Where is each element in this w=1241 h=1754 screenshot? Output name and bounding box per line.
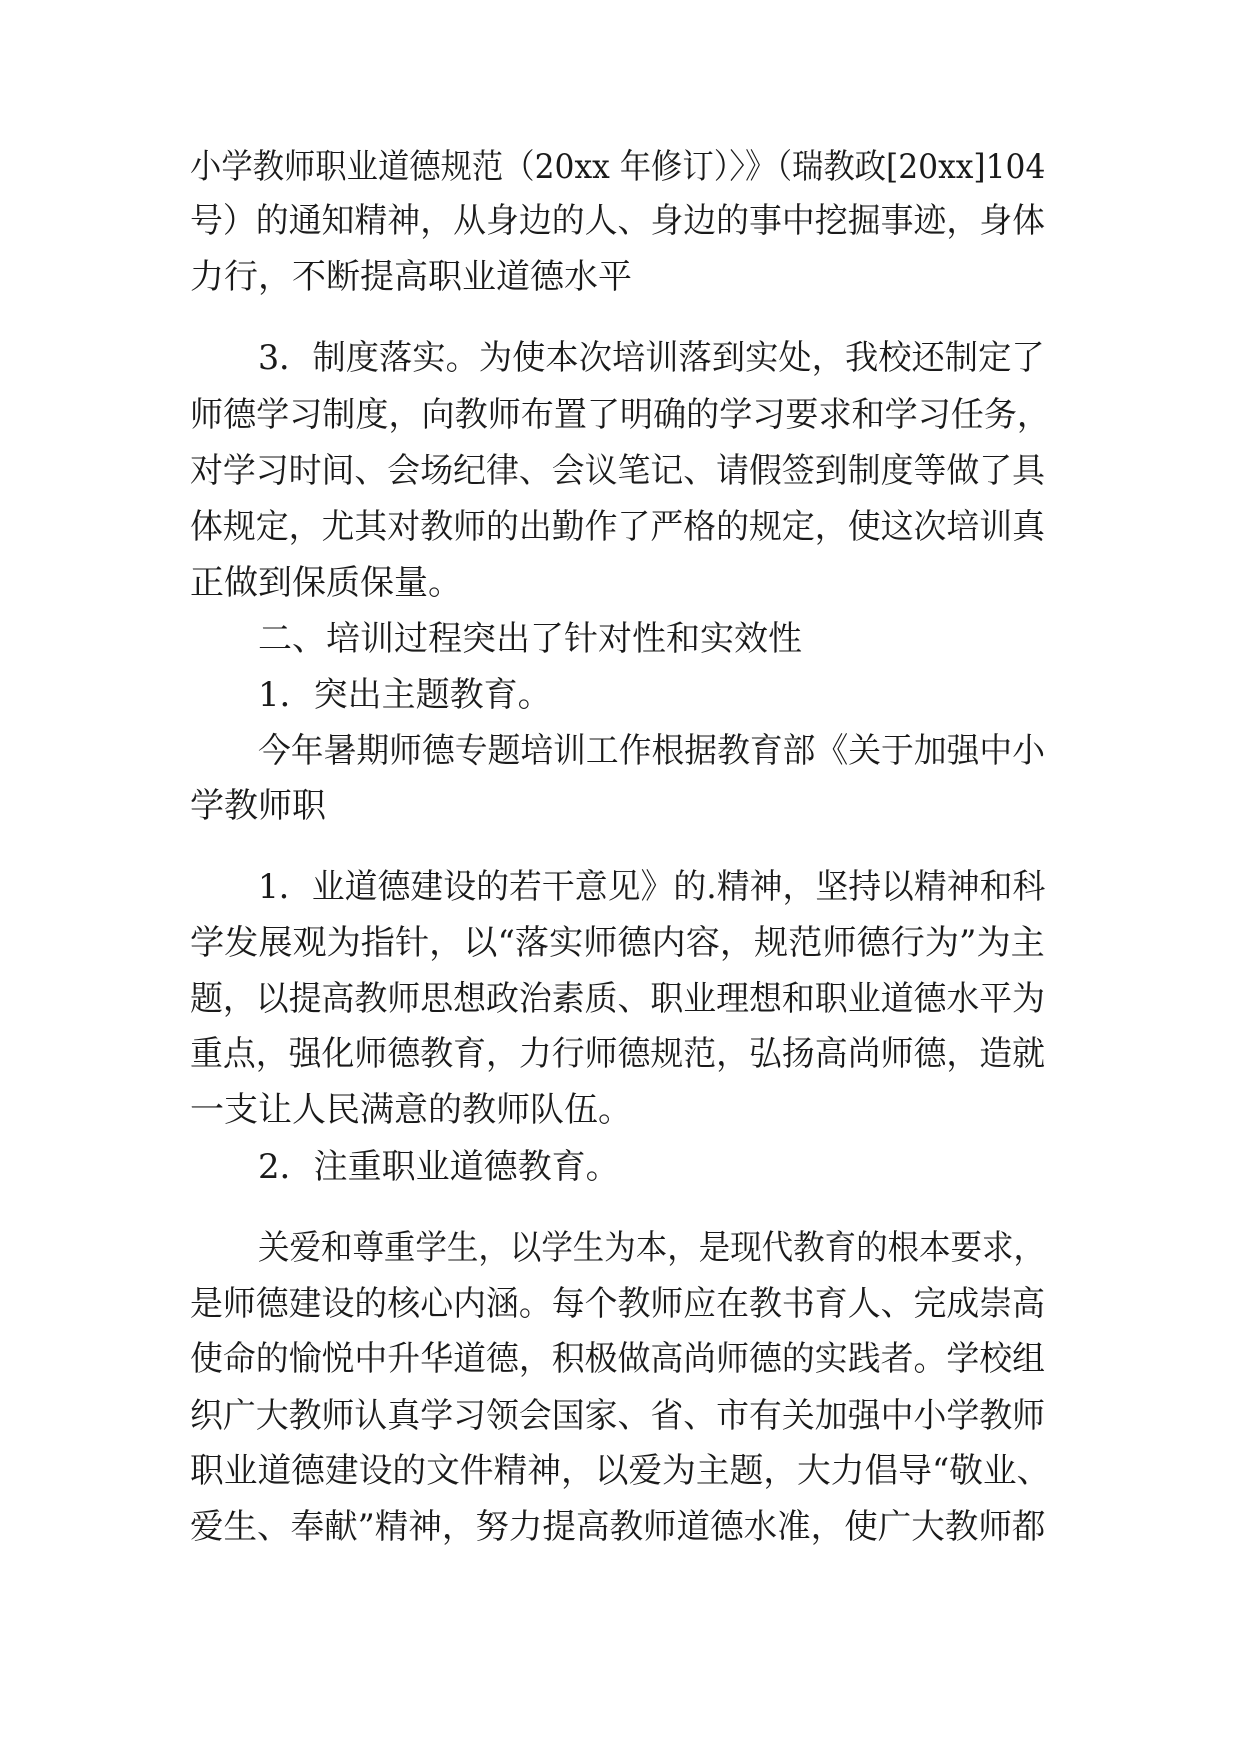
text-line-16: 重点，强化师德教育，力行师德规范，弘扬高尚师德，造就 (190, 1034, 1045, 1074)
text-line-18: 2．注重职业道德教育。 (258, 1147, 620, 1187)
text-line-21: 使命的愉悦中升华道德，积极做高尚师德的实践者。学校组 (190, 1339, 1045, 1379)
text-line-5: 师德学习制度，向教师布置了明确的学习要求和学习任务， (190, 395, 1050, 435)
text-line-24: 爱生、奉献”精神，努力提高教师道德水准，使广大教师都 (190, 1507, 1046, 1547)
text-line-13: 1．业道德建设的若干意见》的.精神，坚持以精神和科 (258, 867, 1046, 907)
section-heading: 二、培训过程突出了针对性和实效性 (258, 619, 802, 659)
text-line-14: 学发展观为指针，以“落实师德内容，规范师德行为”为主 (190, 923, 1045, 963)
text-line-1: 小学教师职业道德规范（20xx 年修订）〉》（瑞教政[20xx]104 (190, 147, 1046, 187)
text-line-10: 1．突出主题教育。 (258, 675, 552, 715)
text-line-15: 题，以提高教师思想政治素质、职业理想和职业道德水平为 (190, 979, 1045, 1019)
text-line-7: 体规定，尤其对教师的出勤作了严格的规定，使这次培训真 (190, 507, 1045, 547)
text-line-2: 号）的通知精神，从身边的人、身边的事中挖掘事迹，身体 (190, 201, 1045, 241)
text-line-19: 关爱和尊重学生，以学生为本，是现代教育的根本要求， (258, 1228, 1045, 1268)
text-line-20: 是师德建设的核心内涵。每个教师应在教书育人、完成崇高 (190, 1284, 1045, 1324)
text-line-22: 织广大教师认真学习领会国家、省、市有关加强中小学教师 (190, 1396, 1045, 1436)
text-line-23: 职业道德建设的文件精神，以爱为主题，大力倡导“敬业、 (190, 1451, 1051, 1491)
text-line-11: 今年暑期师德专题培训工作根据教育部《关于加强中小 (258, 731, 1045, 771)
text-line-17: 一支让人民满意的教师队伍。 (190, 1090, 632, 1130)
text-line-6: 对学习时间、会场纪律、会议笔记、请假签到制度等做了具 (190, 451, 1045, 491)
text-line-8: 正做到保质保量。 (190, 563, 462, 603)
text-line-4: 3．制度落实。为使本次培训落到实处，我校还制定了 (258, 338, 1045, 378)
text-line-3: 力行，不断提高职业道德水平 (190, 257, 632, 297)
text-line-12: 学教师职 (190, 786, 326, 826)
